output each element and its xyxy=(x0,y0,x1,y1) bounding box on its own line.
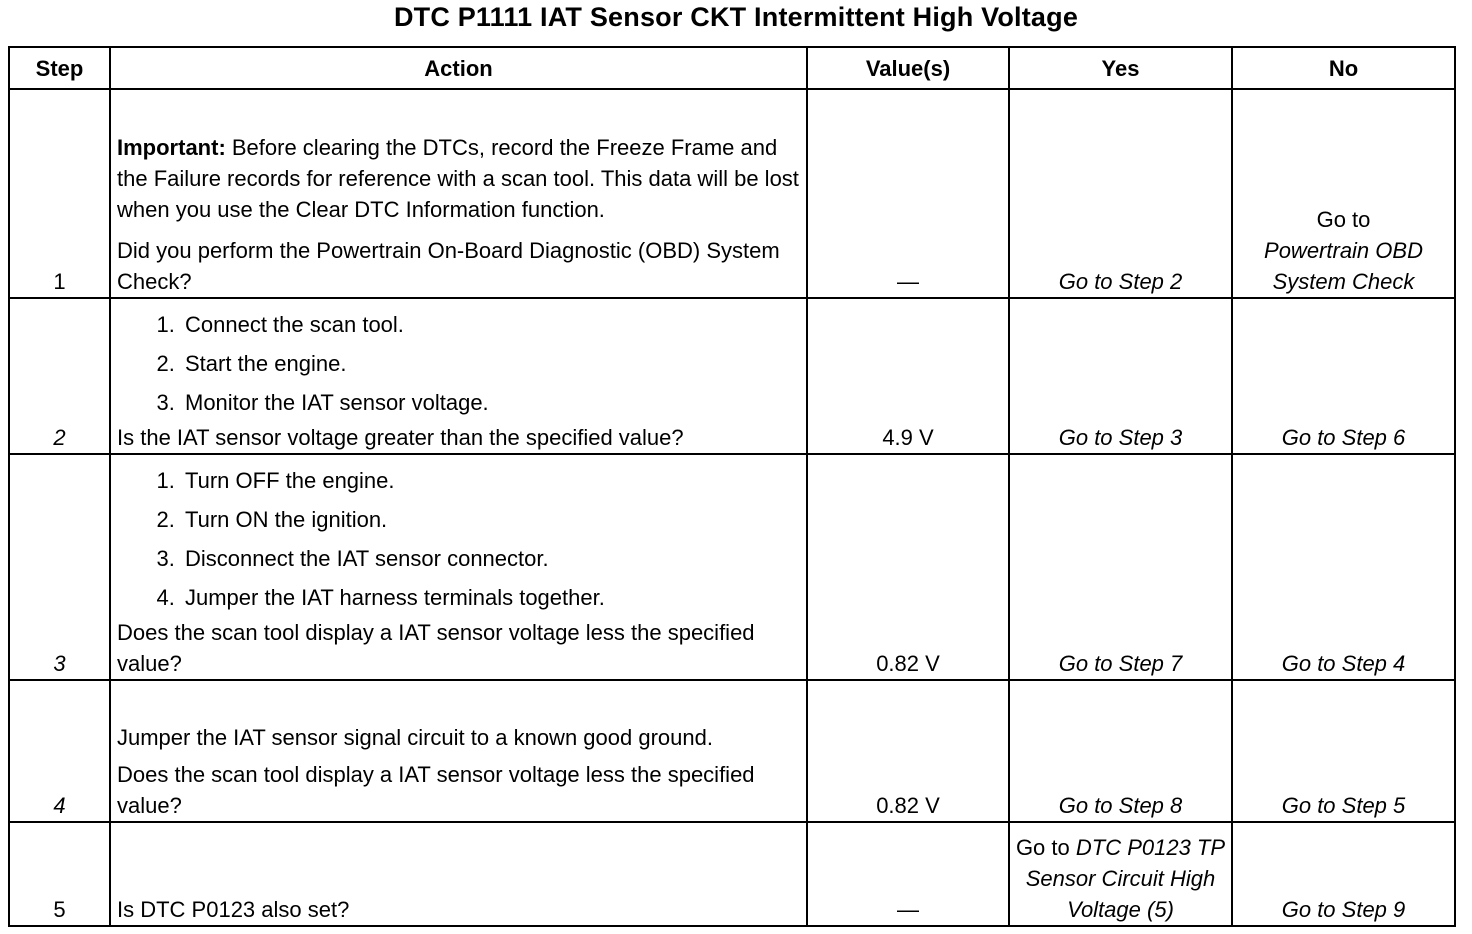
no-link[interactable]: Go to Step 5 xyxy=(1281,793,1406,818)
action-step: 1. Connect the scan tool. xyxy=(181,309,800,340)
no-cell xyxy=(1232,298,1455,454)
action-question: Is DTC P0123 also set? xyxy=(117,897,350,922)
header-yes: Yes xyxy=(1009,47,1232,89)
yes-link[interactable]: Go to Step 3 xyxy=(1058,425,1183,450)
action-step: 2. Turn ON the ignition. xyxy=(181,504,800,535)
action-question: Does the scan tool display a IAT sensor voltage less the specified value? xyxy=(117,620,755,676)
yes-cell xyxy=(1009,680,1232,822)
yes-link[interactable]: Go to Step 7 xyxy=(1058,651,1183,676)
important-text: Before clearing the DTCs, record the Freeze Frame and the Failure records for reference with a scan tool. This data will be lost when you use the Clear DTC Information function. xyxy=(117,135,799,222)
yes-cell xyxy=(1009,454,1232,680)
action-step: 2. Start the engine. xyxy=(181,348,800,379)
step-number: 4 xyxy=(9,680,110,822)
no-cell xyxy=(1232,454,1455,680)
action-steps-list xyxy=(117,309,800,418)
no-prefix: Go to xyxy=(1316,207,1371,232)
important-note xyxy=(117,132,800,225)
yes-link[interactable]: Go to Step 8 xyxy=(1058,793,1183,818)
action-instruction: Jumper the IAT sensor signal circuit to a known good ground. xyxy=(117,725,713,750)
action-cell xyxy=(110,822,807,926)
value-cell: 0.82 V xyxy=(807,680,1009,822)
action-steps-list xyxy=(117,465,800,613)
action-step: 1. Turn OFF the engine. xyxy=(181,465,800,496)
yes-link[interactable]: DTC P0123 TP Sensor Circuit High Voltage (5) xyxy=(1025,835,1226,922)
no-link[interactable]: Go to Step 4 xyxy=(1281,651,1406,676)
table-row xyxy=(9,454,1455,680)
step-number: 1 xyxy=(9,89,110,298)
table-row xyxy=(9,298,1455,454)
header-action: Action xyxy=(110,47,807,89)
action-question: Is the IAT sensor voltage greater than the specified value? xyxy=(117,425,684,450)
important-label: Important: xyxy=(117,135,226,160)
table-row xyxy=(9,680,1455,822)
yes-cell xyxy=(1009,89,1232,298)
step-number: 3 xyxy=(9,454,110,680)
action-step: 3. Monitor the IAT sensor voltage. xyxy=(181,387,800,418)
yes-cell xyxy=(1009,822,1232,926)
step-number: 2 xyxy=(9,298,110,454)
action-cell xyxy=(110,89,807,298)
value-cell: — xyxy=(807,822,1009,926)
header-values: Value(s) xyxy=(807,47,1009,89)
table-row xyxy=(9,89,1455,298)
no-cell xyxy=(1232,822,1455,926)
action-cell xyxy=(110,298,807,454)
action-step: 3. Disconnect the IAT sensor connector. xyxy=(181,543,800,574)
header-no: No xyxy=(1232,47,1455,89)
value-cell: 4.9 V xyxy=(807,298,1009,454)
page-title: DTC P1111 IAT Sensor CKT Intermittent High Voltage xyxy=(393,2,1079,32)
value-cell: 0.82 V xyxy=(807,454,1009,680)
header-step: Step xyxy=(9,47,110,89)
no-link[interactable]: Powertrain OBD System Check xyxy=(1264,238,1423,294)
diagnostic-table xyxy=(8,46,1456,927)
no-link[interactable]: Go to Step 9 xyxy=(1281,897,1406,922)
value-cell: — xyxy=(807,89,1009,298)
yes-cell xyxy=(1009,298,1232,454)
step-number: 5 xyxy=(9,822,110,926)
table-header-row xyxy=(9,47,1455,89)
action-question: Does the scan tool display a IAT sensor voltage less the specified value? xyxy=(117,762,755,818)
action-step: 4. Jumper the IAT harness terminals together. xyxy=(181,582,800,613)
yes-prefix: Go to xyxy=(1015,835,1070,860)
action-cell xyxy=(110,454,807,680)
action-question: Did you perform the Powertrain On-Board Diagnostic (OBD) System Check? xyxy=(117,238,780,294)
no-link[interactable]: Go to Step 6 xyxy=(1281,425,1406,450)
table-row xyxy=(9,822,1455,926)
no-cell xyxy=(1232,89,1455,298)
action-cell xyxy=(110,680,807,822)
no-cell xyxy=(1232,680,1455,822)
yes-link[interactable]: Go to Step 2 xyxy=(1058,269,1183,294)
